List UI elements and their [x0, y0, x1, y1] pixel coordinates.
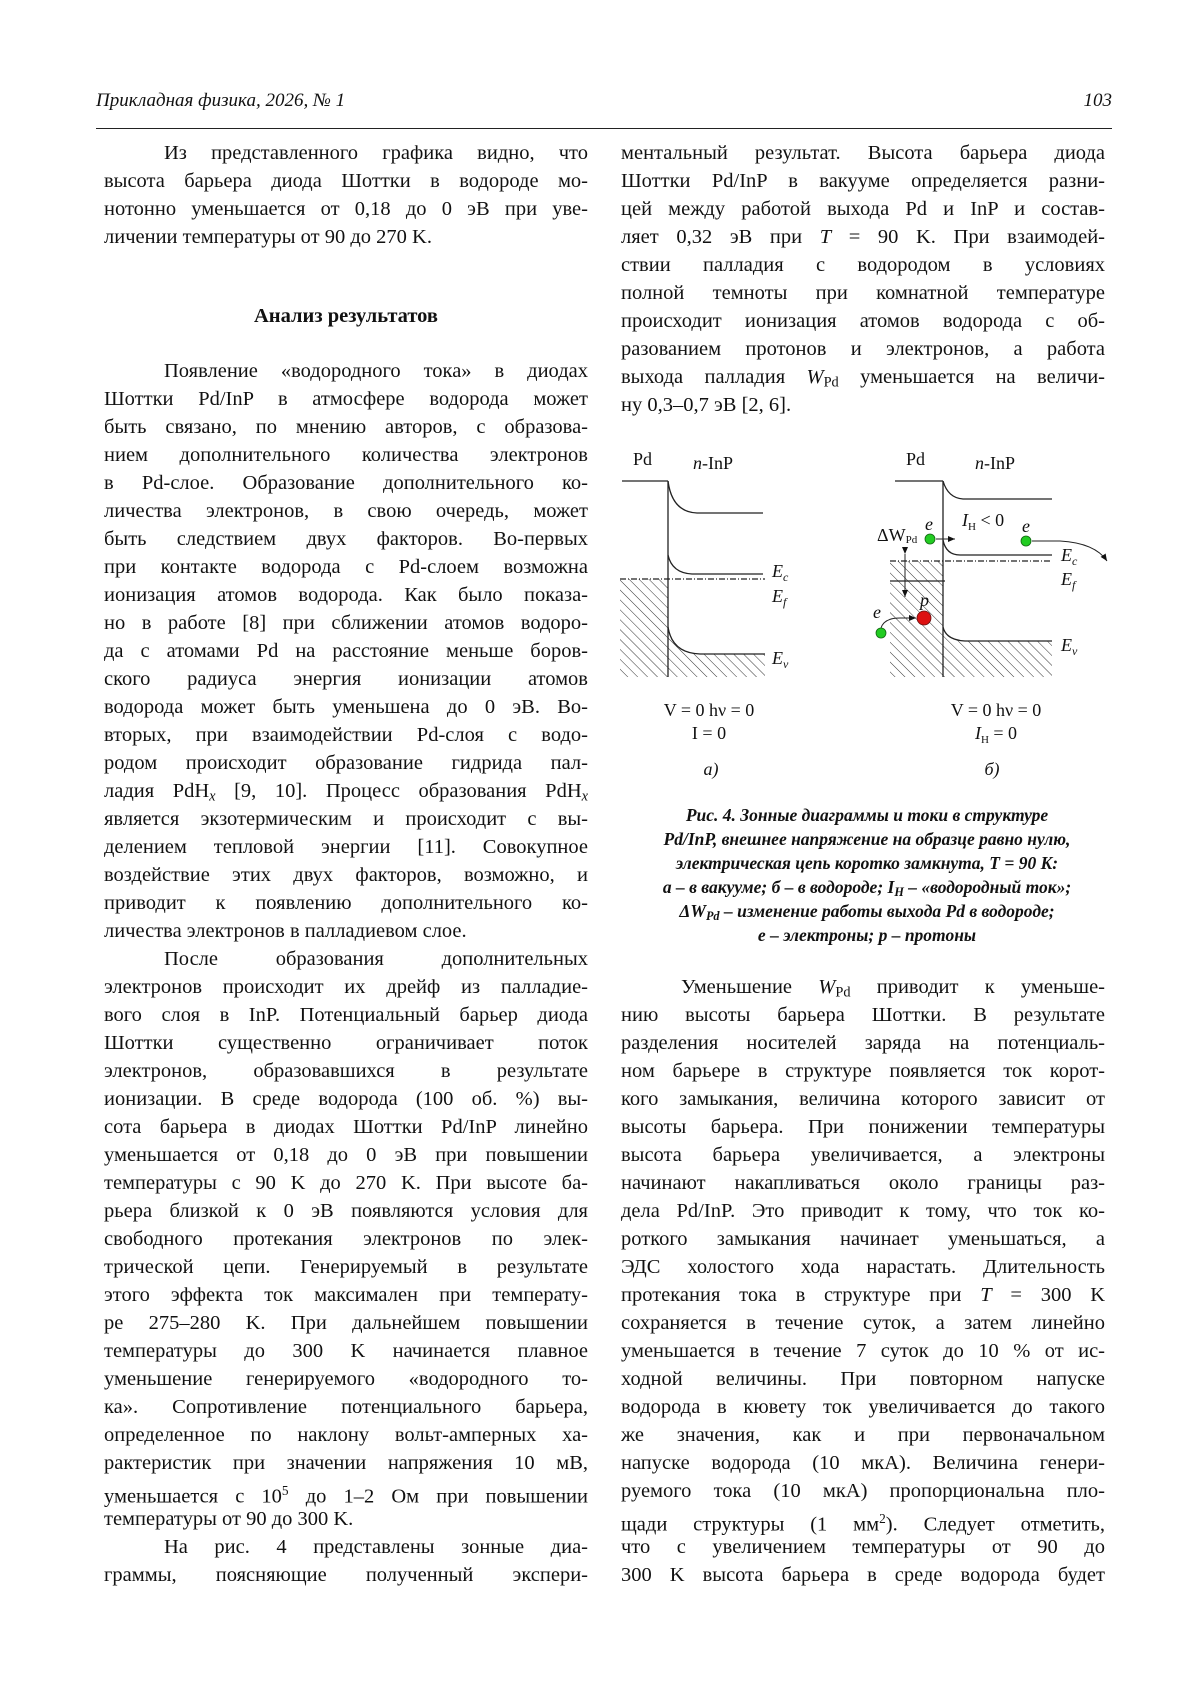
label-n-inp: n-InP — [975, 453, 1015, 473]
text-line: ка». Сопротивление потенциального барьера, — [104, 1396, 588, 1418]
electron-dot — [925, 534, 935, 544]
text-line: ионизация атомов водорода. Как было показа- — [104, 584, 588, 606]
label-ec: $E_c$ — [772, 561, 789, 584]
label-ev: $E_v$ — [772, 648, 789, 671]
text-line: но в работе [8] при сближении атомов водоро- — [104, 612, 588, 634]
text-line: рьера близкой к 0 эВ появляются условия для — [104, 1200, 588, 1222]
italic-symbol: T — [819, 226, 832, 248]
text-line: роткого замыкания начинает уменьшаться, а — [621, 1228, 1105, 1250]
section-heading: Анализ результатов — [254, 305, 438, 327]
text-run: уменьшается на величи- — [838, 366, 1105, 388]
label-delta-w-pd: ΔWPd — [877, 525, 918, 546]
text-line: делением тепловой энергии [11]. Совокупное — [104, 836, 588, 858]
text-line: ну 0,3–0,7 эВ [2, 6]. — [621, 394, 792, 416]
text-line: электронов происходит их дрейф из палладие- — [104, 976, 588, 998]
text-line: Pd/InP, внешнее напряжение на образце равно нулю, — [663, 829, 1071, 849]
text-line: этого эффекта ток максимален при температу- — [104, 1284, 588, 1306]
text-line — [621, 1505, 1105, 1536]
label-ef: $E_f$ — [772, 586, 787, 609]
text-line: температуры с 90 K до 270 K. При высоте ба- — [104, 1172, 588, 1194]
text-line: ходной величины. При повторном напуске — [621, 1368, 1105, 1390]
text-line: высота барьера диода Шоттки в водороде мо- — [104, 170, 588, 192]
text-line: нию высоты барьера Шоттки. В результате — [621, 1004, 1105, 1026]
condition-b-1: V = 0 hν = 0 — [950, 700, 1042, 720]
valence-band-filled — [943, 627, 1052, 677]
label-n: n — [693, 453, 702, 473]
text-line: свободного протекания электронов по элек- — [104, 1228, 588, 1250]
text-line: 300 K высота барьера в среде водорода будет — [621, 1564, 1105, 1586]
superscript: 5 — [281, 1483, 289, 1498]
text-line: уменьшается в течение 7 суток до 10 % от ис- — [621, 1340, 1105, 1362]
text-run: приводит к уменьше- — [850, 976, 1105, 998]
condition-b-2: $I_Н = 0$ — [974, 723, 1018, 746]
text-line: высоты барьера. При понижении температуры — [621, 1116, 1105, 1138]
text-line: ре 275–280 K. При дальнейшем повышении — [104, 1312, 588, 1334]
text-line: воздействие этих двух факторов, возможно, и — [104, 864, 588, 886]
vacuum-level-inp — [943, 481, 1052, 499]
subscript: Pd — [835, 984, 851, 1001]
text-line: приводит к появлению дополнительного ко- — [104, 892, 588, 914]
page-number: 103 — [1083, 90, 1112, 111]
subscript: Pd — [823, 374, 839, 391]
superscript: 2 — [879, 1511, 886, 1526]
text-line: граммы, поясняющие полученный экспери- — [104, 1564, 588, 1586]
text-line: Шоттки Pd/InP в атмосфере водорода может — [104, 388, 588, 410]
text-run: до 1–2 Ом при повышении — [288, 1485, 588, 1508]
text-run: выхода палладия — [621, 366, 807, 388]
electron-dot — [876, 628, 886, 638]
subscript: x — [581, 788, 588, 805]
vacuum-level-inp — [668, 481, 763, 513]
proton-dot — [917, 611, 931, 625]
text-line: полной темноты при комнатной температуре — [621, 282, 1105, 304]
text-line: да с атомами Pd на расстояние меньше боров- — [104, 640, 588, 662]
text-line: разованием протонов и электронов, а работа — [621, 338, 1105, 360]
text-line: происходит ионизация атомов водорода с об- — [621, 310, 1105, 332]
text-line: личении температуры от 90 до 270 K. — [104, 226, 432, 248]
text-line: вого слоя в InP. Потенциальный барьер диода — [104, 1004, 588, 1026]
text-run: ладия PdH — [104, 780, 210, 802]
figure-caption — [600, 803, 1134, 947]
text-line — [600, 899, 1134, 923]
text-line: водорода может быть уменьшена до 0 эВ. Во- — [104, 696, 588, 718]
label-ev: $E_v$ — [1061, 635, 1078, 658]
italic-symbol: W — [806, 366, 824, 388]
conduction-band — [668, 555, 763, 574]
text-line: уменьшается от 0,18 до 0 эВ при повышении — [104, 1144, 588, 1166]
right-column-bottom — [621, 973, 1105, 1589]
text-run: ΔW — [679, 901, 706, 921]
text-run: = 90 K. При взаимодей- — [831, 226, 1105, 248]
text-line: e – электроны; p – протоны — [757, 925, 977, 945]
label-pd: Pd — [906, 449, 926, 469]
text-line: ионизации. В среде водорода (100 об. %) вы- — [104, 1088, 588, 1110]
text-line — [621, 1281, 1105, 1309]
text-line: ментальный результат. Высота барьера диода — [621, 142, 1105, 164]
text-line: ном барьере в структуре появляется ток корот- — [621, 1060, 1105, 1082]
label-electron: e — [873, 602, 881, 622]
text-line: что с увеличением температуры от 90 до — [621, 1536, 1105, 1558]
conduction-band — [943, 540, 1052, 555]
text-line: высота барьера увеличивается, а электроны — [621, 1144, 1105, 1166]
subscript: x — [209, 788, 216, 805]
text-run: а – в вакууме; б – в водороде; I — [662, 877, 895, 897]
text-line: водорода в кювету ток увеличивается до такого — [621, 1396, 1105, 1418]
text-line: разделения носителей заряда на потенциаль- — [621, 1032, 1105, 1054]
italic-symbol: W — [818, 976, 836, 998]
text-line: в Pd-слое. Образование дополнительного ко- — [104, 472, 588, 494]
label-pd: Pd — [633, 449, 653, 469]
text-line: личества электронов в палладиевом слое. — [104, 920, 467, 942]
paragraph — [104, 1533, 588, 1589]
label-inp: -InP — [702, 453, 733, 473]
text-line: же значения, как и при первоначальном — [621, 1424, 1105, 1446]
text-line: Шоттки Pd/InP в вакууме определяется разни- — [621, 170, 1105, 192]
text-line: цей между работой выхода Pd и InP и состав- — [621, 198, 1105, 220]
subscript: Pd — [705, 909, 720, 924]
text-run: протекания тока в структуре при — [621, 1284, 981, 1306]
text-line: температуры от 90 до 300 K. — [104, 1508, 354, 1530]
label-electron: e — [1022, 516, 1030, 536]
text-line: температуры до 300 K начинается плавное — [104, 1340, 588, 1362]
pd-filled-states — [620, 579, 668, 677]
text-line: является экзотермическим и происходит с вы- — [104, 808, 588, 830]
paragraph — [621, 973, 1105, 1589]
text-line: ствии палладия с водородом в условиях — [621, 254, 1105, 276]
valence-band — [943, 627, 1052, 641]
text-line: дела Pd/InP. Это приводит к тому, что ток ко- — [621, 1200, 1105, 1222]
text-line: На рис. 4 представлены зонные диа- — [164, 1536, 588, 1558]
label-n-inp — [693, 453, 733, 473]
text-line: Рис. 4. Зонные диаграммы и токи в структуре — [685, 805, 1049, 825]
text-line: родом происходит образование гидрида пал- — [104, 752, 588, 774]
text-line — [621, 973, 1105, 1001]
label-electron: e — [925, 514, 933, 534]
text-run: = 300 K — [991, 1284, 1105, 1306]
text-line: сота барьера в диодах Шоттки Pd/InP линейно — [104, 1116, 588, 1138]
text-run: – изменение работы выхода Pd в водороде; — [719, 901, 1055, 921]
text-run: щади структуры (1 мм — [621, 1513, 880, 1536]
text-line: быть связано, по мнению авторов, с образова- — [104, 416, 588, 438]
text-line — [600, 875, 1134, 899]
text-line: После образования дополнительных — [164, 948, 588, 970]
text-run: Уменьшение — [681, 976, 819, 998]
italic-symbol: T — [980, 1284, 992, 1306]
text-line: начинают накапливаться около границы раз- — [621, 1172, 1105, 1194]
text-line: Шоттки существенно ограничивает поток — [104, 1032, 588, 1054]
text-line: электронов, образовавшихся в результате — [104, 1060, 588, 1082]
text-run: [9, 10]. Процесс образования PdH — [215, 780, 582, 802]
text-line — [104, 1477, 588, 1508]
text-line: напуске водорода (10 мкА). Величина генери- — [621, 1452, 1105, 1474]
condition-a-2: I = 0 — [691, 723, 727, 743]
diagram-a — [620, 481, 765, 677]
text-line: рактеристик при значении напряжения 10 мВ, — [104, 1452, 588, 1474]
text-line: трической цепи. Генерируемый в результате — [104, 1256, 588, 1278]
paragraph — [104, 945, 588, 1533]
figure-4-band-diagrams — [0, 0, 1200, 800]
text-line: уменьшение генерируемого «водородного то- — [104, 1368, 588, 1390]
condition-a-1: V = 0 hν = 0 — [663, 700, 755, 720]
text-run: ). Следует отметить, — [885, 1513, 1105, 1536]
valence-band — [668, 627, 765, 654]
text-line: руемого тока (10 мкА) пропорциональна пло- — [621, 1480, 1105, 1502]
label-ec: $E_c$ — [1061, 545, 1078, 568]
text-run: – «водородный ток»; — [903, 877, 1072, 897]
text-line: кого замыкания, величина которого зависит от — [621, 1088, 1105, 1110]
text-line: сохраняется в течение суток, а затем линейно — [621, 1312, 1105, 1334]
text-line: электрическая цепь коротко замкнута, T = 90 K: — [675, 853, 1059, 873]
text-line: нием дополнительного количества электронов — [104, 444, 588, 466]
text-run: уменьшается с 10 — [104, 1485, 282, 1508]
label-hydrogen-current: $I_Н < 0$ — [962, 510, 1005, 533]
electron-dot — [1021, 536, 1031, 546]
label-ef: $E_f$ — [1061, 569, 1076, 592]
pd-filled-states — [890, 561, 943, 677]
text-line: определенное по наклону вольт-амперных ха- — [104, 1424, 588, 1446]
text-line: ЭДС холостого хода нарастать. Длительность — [621, 1256, 1105, 1278]
text-line: Из представленного графика видно, что — [164, 142, 588, 164]
text-line: быть следствием двух факторов. Во-первых — [104, 528, 588, 550]
panel-label-b: б) — [984, 759, 1000, 779]
journal-title: Прикладная физика, 2026, № 1 — [96, 90, 346, 111]
text-run: ляет 0,32 эВ при — [621, 226, 820, 248]
text-line: вторых, при взаимодействии Pd-слоя с водо- — [104, 724, 588, 746]
text-line: личества электронов, в свою очередь, может — [104, 500, 588, 522]
subscript: H — [894, 885, 904, 900]
text-line: при контакте водорода с Pd-слоем возможна — [104, 556, 588, 578]
valence-band-filled — [668, 627, 765, 677]
text-line: Появление «водородного тока» в диодах — [164, 360, 588, 382]
text-line: ского радиуса энергия ионизации атомов — [104, 668, 588, 690]
text-line: нотонно уменьшается от 0,18 до 0 эВ при уве- — [104, 198, 588, 220]
label-proton: p — [920, 590, 929, 610]
panel-label-a: а) — [703, 759, 719, 779]
